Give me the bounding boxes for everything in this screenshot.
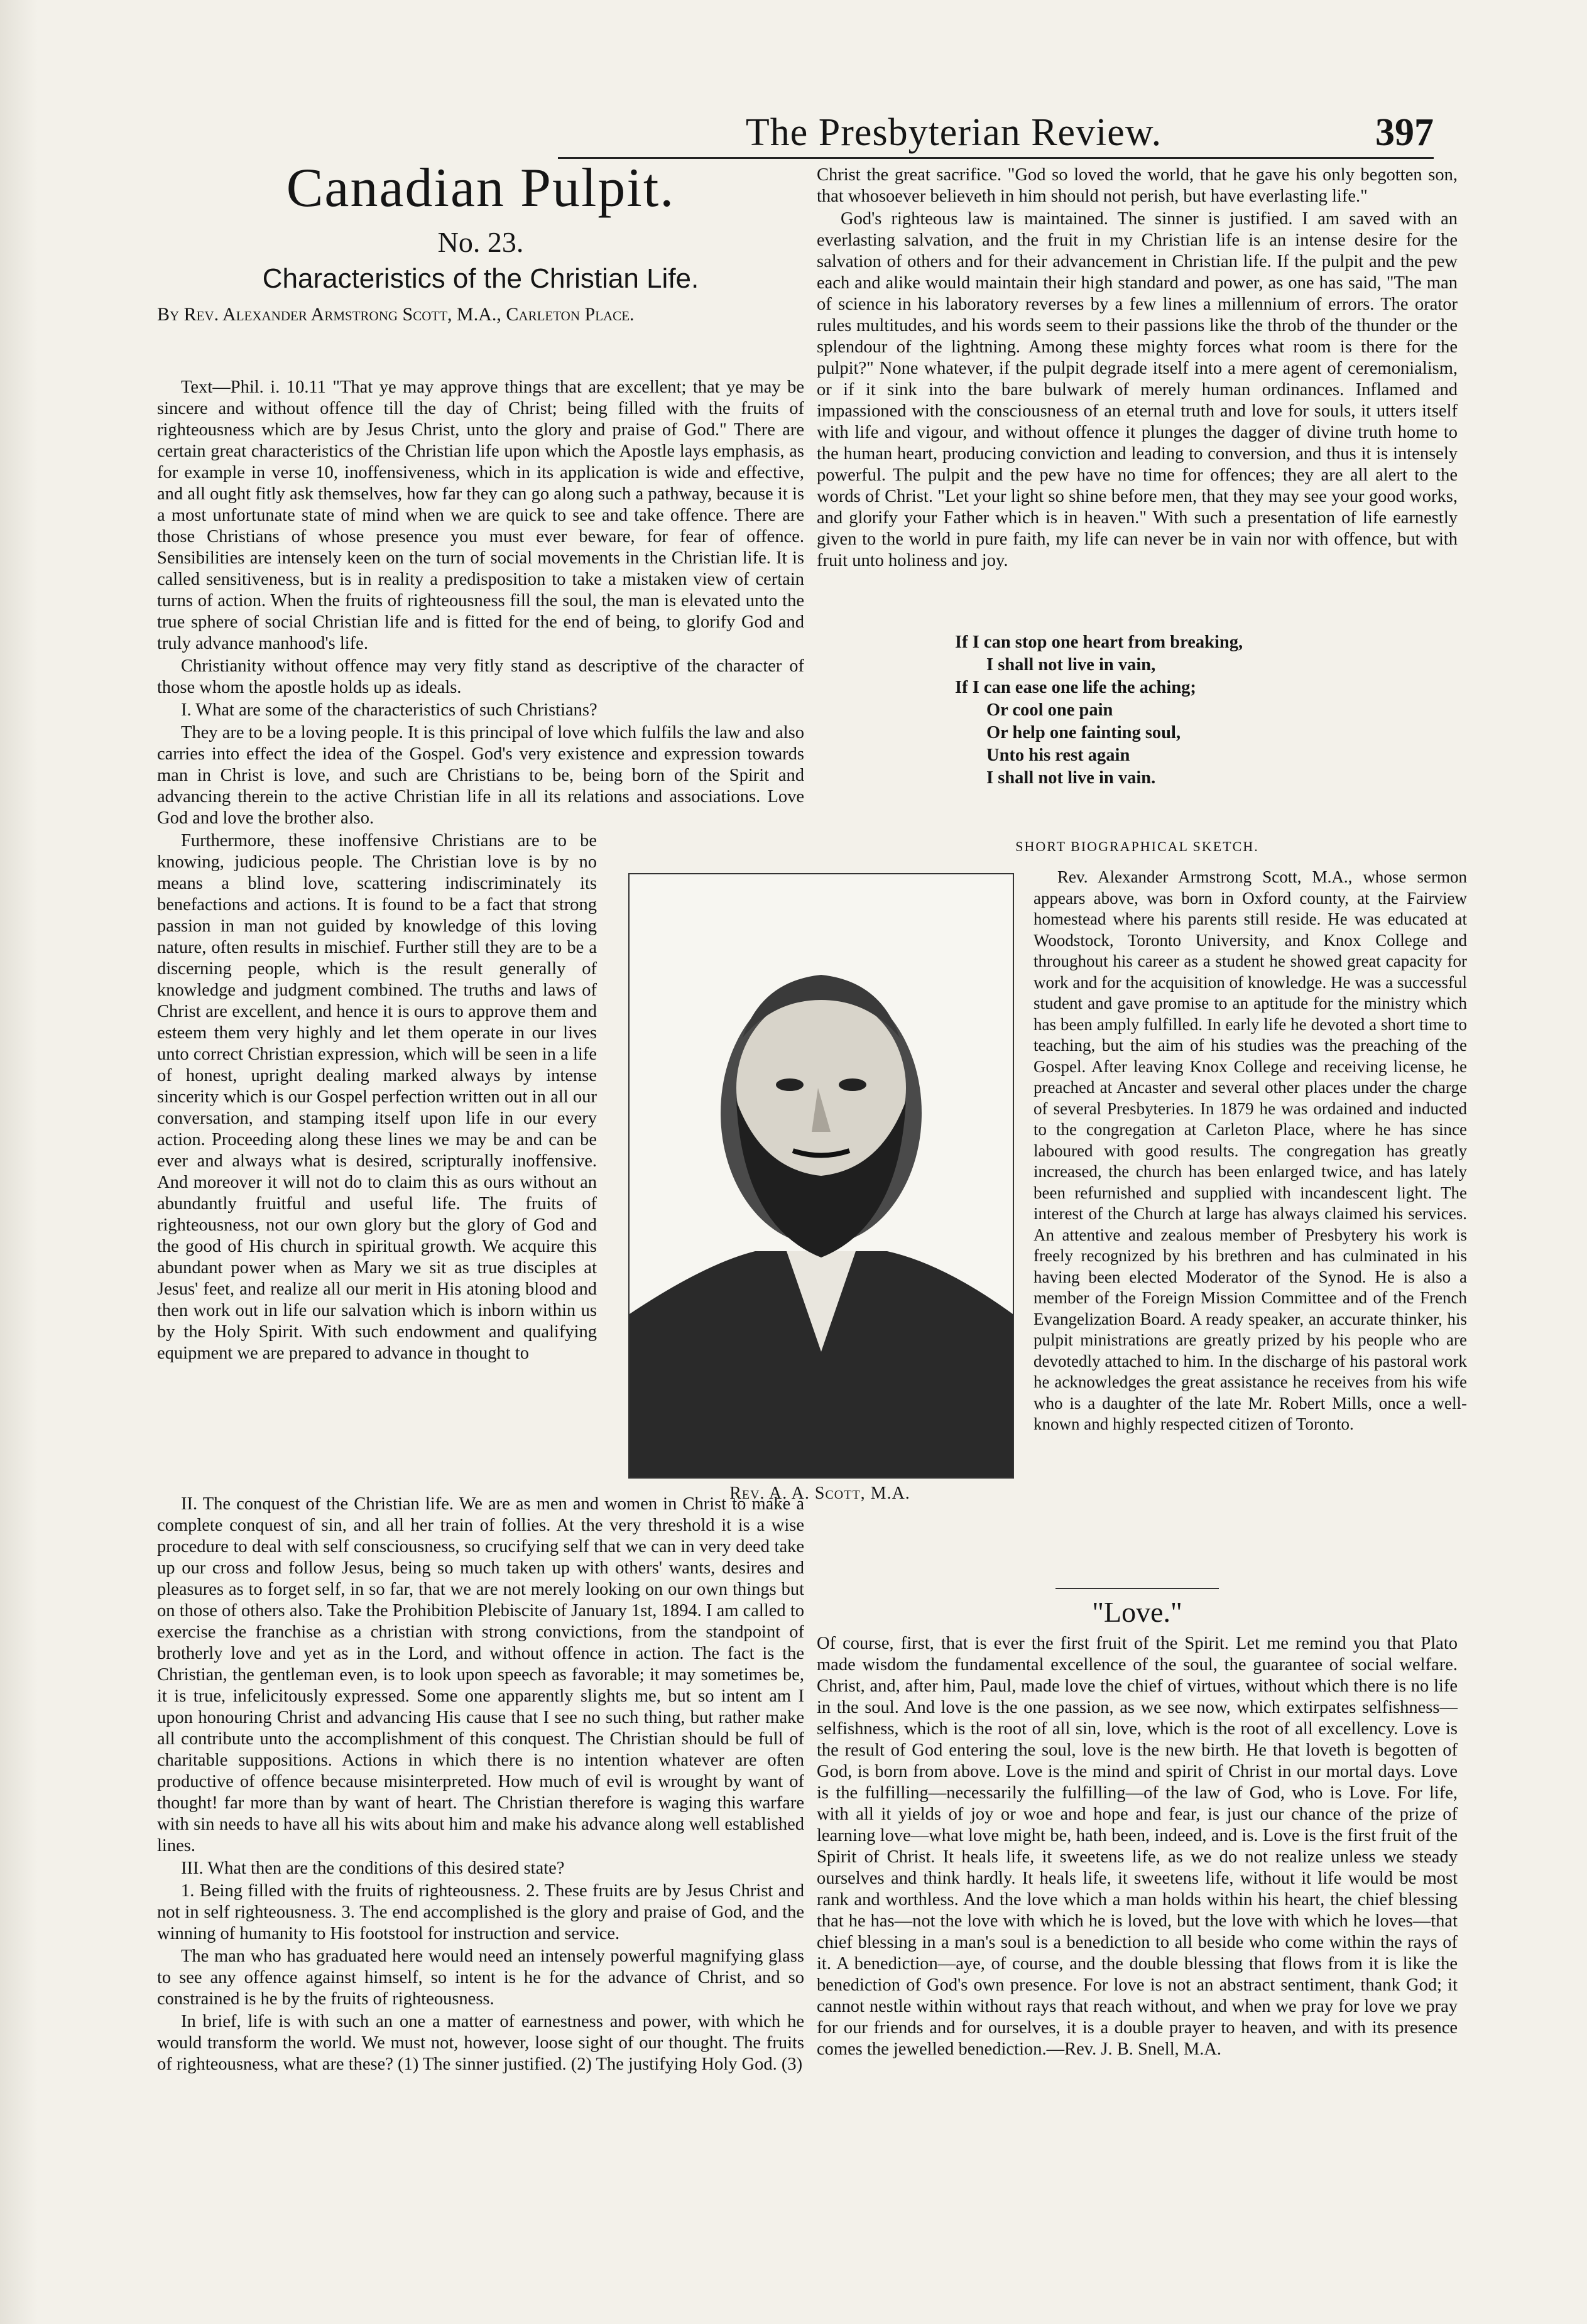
sermon-paragraph: 1. Being filled with the fruits of righteousness. 2. These fruits are by Jesus Christ and not in self righteousness. 3. The end accomplished is the glory and praise of God, and the winning of humanity to His footstool for instruction and service. <box>157 1881 804 1943</box>
sermon-paragraph: The man who has graduated here would need an intensely powerful magnifying glass to see any offence against himself, so intent is he for the advance of Christ, and so constrained is he by the fruits of righteousness. <box>157 1947 804 2009</box>
sermon-paragraph: They are to be a loving people. It is this principal of love which fulfils the law and also carries into effect the idea of the Gospel. God's very existence and expression towards man in Christ is love, and such are Christians to be, being born of the Spirit and advancing therein to the active Christian life in all its relations and associations. Love God and love the brother also. <box>157 723 804 828</box>
love-title: "Love." <box>1092 1596 1182 1628</box>
bio-paragraph: Rev. Alexander Armstrong Scott, M.A., whose sermon appears above, was born in Oxford county, at the Fairview homestead where his parents still reside. He was educated at Woodstock, Toronto University, and Knox College and throughout his career as a student he showed great capacity for work and for the acquisition of knowledge. He was a successful student and gave promise to an aptitude for the ministry which has been amply fulfilled. In early life he devoted a short time to teaching, but the aim of his studies was the preaching of the Gospel. After leaving Knox College and receiving license, he preached at Ancaster and several other places under the charge of several Presbyteries. In 1879 he was ordained and inducted to the congregation at Carleton Place, where he has since laboured with good results. The congregation has greatly increased, the church has been enlarged twice, and has lately been refurnished and supplied with incandescent light. The interest of the Church at large has always claimed his services. An attentive and zealous member of Presbytery his work is freely recognized by his brethren and has culminated in his having been elected Moderator of the Synod. He is also a member of the Foreign Mission Committee and of the French Evangelization Board. A ready speaker, an accurate thinker, his pulpit ministrations are greatly prized by his people who are devotedly attached to him. In the discharge of his pastoral work he acknowledges the great assistance he receives from his wife who is a daughter of the late Mr. Robert Mills, once a well-known and highly respected citizen of Toronto. <box>1033 867 1467 1433</box>
poem <box>955 631 1395 790</box>
poem-line: If I can stop one heart from breaking, <box>955 633 1243 652</box>
sermon-paragraph: Text—Phil. i. 10.11 "That ye may approve things that are excellent; that ye may be sincere and without offence till the day of Christ; being filled with the fruits of righteousness which are by Jesus Christ, unto the glory and praise of God." There are certain great characteristics of the Christian life upon which the Apostle lays emphasis, as for example in verse 10, inoffensiveness, which in its application is wide and effective, and all ought fitly ask themselves, how far they can go along such a pathway, because it is a most unfortunate state of mind when we are quick to see and take offence. There are those Christians of whose presence you must ever beware, for fear of offence. Sensibilities are intensely keen on the turn of social movements in the Christian life. It is called sensitiveness, but is in reality a predisposition to take a mistaken view of certain turns of action. When the fruits of righteousness fill the soul, the man is elevated unto the true sphere of social Christian life and is fitted for the end of being, to glorify God and truly advance manhood's life. <box>157 377 804 653</box>
section-divider <box>1055 1588 1219 1589</box>
sermon-paragraph: Christ the great sacrifice. "God so loved the world, that he gave his only begotten son, that whosoever believeth in him should not perish, but have everlasting life." <box>817 165 1458 206</box>
sermon-column-right <box>817 165 1458 573</box>
poem-line: I shall not live in vain, <box>986 655 1156 675</box>
portrait-engraving <box>628 873 1014 1479</box>
sermon-paragraph: II. The conquest of the Christian life. We are as men and women in Christ to make a complete conquest of sin, and all her train of follies. At the very threshold it is a wise procedure to deal with self consciousness, so crucifying self that we can in very deed take up our cross and follow Jesus, being so much taken up with others' wants, desires and pleasures as to forget self, in so far, that we are not merely looking on our own things but on those of others also. Take the Prohibition Plebiscite of January 1st, 1894. I am called to exercise the franchise as a christian with strong convictions, from the standpoint of brotherly love and yet as in the Lord, and without offence in action. The fact is the Christian, the gentleman even, is to look upon speech as favorable; it may sometimes be, it is true, infelicitously expressed. Some one apparently slights me, but so intent am I upon honouring Christ and advancing His cause that I see no such thing, but rather make all contribute unto the accomplishment of this conquest. The Christian should be full of charitable suppositions. Actions in which there is no intention whatever are often productive of offence because misinterpreted. How much of evil is wrought by want of thought! far more than by want of heart. The Christian therefore is waging this warfare with sin needs to have all his wits about him and make his advance along well established lines. <box>157 1494 804 1855</box>
article-byline: By Rev. Alexander Armstrong Scott, M.A., Carleton Place. <box>157 304 635 325</box>
poem-line: Or cool one pain <box>986 700 1113 720</box>
poem-line: I shall not live in vain. <box>986 768 1156 788</box>
sermon-paragraph: God's righteous law is maintained. The sinner is justified. I am saved with an everlasting salvation, and the fruit in my Christian life is an intense desire for the salvation of others and for their advancement in Christian life. If the pulpit and the pew each and alike would maintain their high standard and power, as one has said, "The man of science in his laboratory reverses by a few lines a millennium of errors. The orator rules multitudes, and his words seem to their passions like the throb of the thunder or the splendour of the lightning. Among these mighty forces what room is there for the pulpit?" None whatever, if the pulpit degrade itself into a mere agent of ceremonialism, or if it sink into the bare bulwark of merely human ordinances. Inflamed and impassioned with the consciousness of an eternal truth and love for souls, it utters itself with life and vigour, and without offence it plunges the dagger of divine truth home to the human heart, producing conviction and leading to conversion, and thus it is intensely powerful. The pulpit and the pew have no time for offences; they are all alert to the words of Christ. "Let your light so shine before men, that they may see your good works, and glorify your Father which is in heaven." With such a presentation of life earnestly given to the world in pure faith, my life can never be in vain nor with offence, but with fruit unto holiness and joy. <box>817 209 1458 570</box>
love-column <box>817 1633 1458 2061</box>
bio-text <box>1033 867 1467 1436</box>
sermon-paragraph: I. What are some of the characteristics of such Christians? <box>181 700 597 720</box>
poem-line: Or help one fainting soul, <box>986 723 1181 742</box>
page-edge-shadow <box>0 0 38 2324</box>
article-subtitle: Characteristics of the Christian Life. <box>262 263 699 294</box>
sermon-paragraph: In brief, life is with such an one a matter of earnestness and power, with which he would transform the world. We must not, however, loose sight of our thought. The fruits of righteousness, what are these? (1) The sinner justified. (2) The justifying Holy God. (3) <box>157 2012 804 2074</box>
bio-heading: SHORT BIOGRAPHICAL SKETCH. <box>1015 839 1259 854</box>
portrait-caption: Rev. A. A. Scott, M.A. <box>729 1484 910 1503</box>
article-number: No. 23. <box>437 226 524 258</box>
poem-line: If I can ease one life the aching; <box>955 678 1196 697</box>
sermon-paragraph: Christianity without offence may very fitly stand as descriptive of the character of those whom the apostle holds up as ideals. <box>157 656 804 697</box>
love-paragraph: Of course, first, that is ever the first fruit of the Spirit. Let me remind you that Plato made wisdom the fundamental excellence of the soul, the guarantee of social welfare. Christ, and, after him, Paul, made love the chief of virtues, without which there is no life in the soul. And love is the one passion, as we see now, which extirpates selfishness—selfishness, which is the root of all sin, love, which is the root of all excellency. Love is the result of God entering the soul, love is the new birth. He that loveth is begotten of God, is born from above. Love is the mind and spirit of Christ in our mortal days. Love is the fulfilling—necessarily the fulfilling—of the law of God, who is Love. For life, with all it yields of joy or woe and hope and fear, is just our chance of the prize of learning love—what love might be, hath been, indeed, and is. Love is the first fruit of the Spirit of Christ. It heals life, it sweetens life, as we do not realize unless we steady ourselves and think hardly. It heals life, it sweetens life, without it life would be most rank and worthless. And the love which a man holds within his heart, the chief blessing that he has—not the love with which he is loved, but the love with which he loves—that chief blessing in a man's soul is a benediction to all beside who come within the rays of it. A benediction—aye, of course, and the double blessing that flows from it is like the benediction of God's own presence. For love is not an abstract sentiment, thank God; it cannot nestle within without rays that reach without, and when we pray for love we pray for our friends and for ourselves, it is a double prayer to heaven, and with its presence comes the jewelled benediction.—Rev. J. B. Snell, M.A. <box>817 1634 1458 2059</box>
running-header <box>558 107 1434 159</box>
page-number: 397 <box>1375 111 1434 154</box>
sermon-paragraph: Furthermore, these inoffensive Christians are to be knowing, judicious people. The Christian love is by no means a blind love, scattering indiscriminately its benefactions and actions. It is found to be a fact that strong passion in man not guided by knowledge of this loving nature, often results in mischief. Further still they are to be a discerning people, which is the result generally of knowledge and judgment combined. The truths and laws of Christ are excellent, and hence it is ours to approve them and esteem them very highly and let them operate in our lives unto correct Christian expression, which will be seen in a life of honest, upright dealing marked always by intense sincerity which is our Gospel perfection written out in all our conversation, and stamping itself upon life in our every action. Proceeding along these lines we may be and can be ever and always what is desired, scripturally inoffensive. And moreover it will not do to claim this as ours without an abundantly fruitful and useful life. The fruits of righteousness, not our own glory but the glory of God and the good of His church in spiritual growth. We acquire this abundant power when as Mary we sit as true disciples at Jesus' feet, and realize all our merit in His atoning blood and then work out in life our salvation which is inborn within us by the Holy Spirit. With such endowment and qualifying equipment we are prepared to advance in thought to <box>157 831 597 1363</box>
article-heading <box>157 157 804 328</box>
sermon-column-lower <box>157 1494 804 2077</box>
running-title: The Presbyterian Review. <box>745 111 1162 154</box>
sermon-paragraph: III. What then are the conditions of this desired state? <box>181 1859 565 1878</box>
portrait-icon <box>630 874 1013 1477</box>
poem-line: Unto his rest again <box>986 746 1130 765</box>
article-title: Canadian Pulpit. <box>286 158 675 219</box>
